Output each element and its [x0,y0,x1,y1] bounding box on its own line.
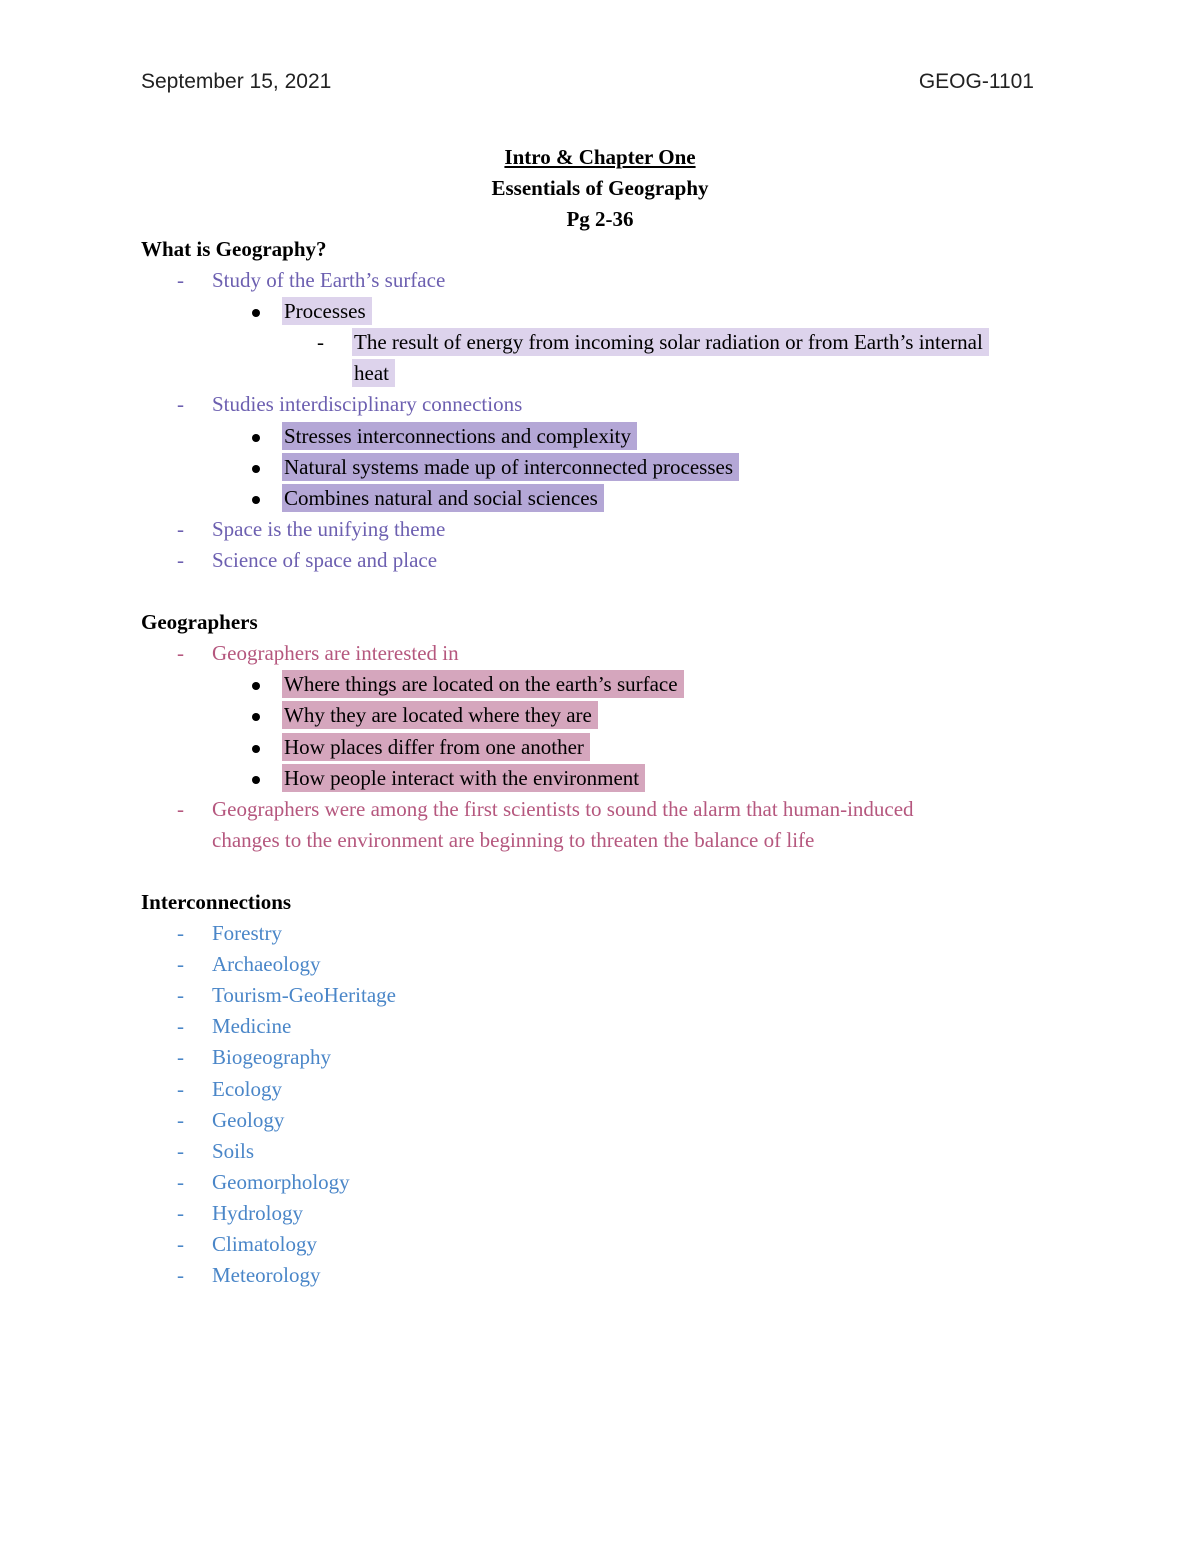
list-item [141,763,1101,794]
list-item [141,545,1101,576]
list-item [141,452,1101,483]
section-heading-what-is-geography: What is Geography? [141,237,327,261]
list-item [141,638,1101,669]
list-item-text: Forestry [212,921,282,946]
highlighted-text: Natural systems made up of interconnected processes [282,453,739,481]
list-item [141,1042,1101,1073]
list-item [141,421,1101,452]
section-heading-interconnections: Interconnections [141,889,292,914]
spacer [141,576,1101,607]
list-item-text: Climatology [212,1232,317,1256]
bullet-icon [252,776,260,784]
dash-marker: - [177,516,184,541]
list-item [141,1198,1101,1229]
list-item-text: Space is the unifying theme [212,516,446,541]
dash-marker: - [177,1076,184,1101]
list-item-text: Studies interdisciplinary connections [212,392,523,417]
list-item [141,483,1101,514]
bullet-icon [252,465,260,473]
dash-marker: - [177,1232,184,1256]
bullet-icon [252,713,260,721]
list-item-text: Archaeology [212,952,321,977]
highlighted-text: How people interact with the environment [282,764,645,792]
highlighted-text: Combines natural and social sciences [282,484,604,512]
list-item [141,1229,1101,1260]
list-item [141,514,1101,545]
dash-marker: - [177,1169,184,1194]
bullet-icon [252,682,260,690]
list-item-text: Soils [212,1138,255,1163]
list-item [141,296,1101,327]
list-item-continuation [141,825,1101,856]
dash-marker: - [177,268,184,293]
document-body [141,234,1101,1291]
list-item-text: Medicine [212,1014,292,1039]
list-item [141,949,1101,980]
highlighted-text: How places differ from one another [282,733,590,761]
list-item-text: Meteorology [212,1263,321,1288]
list-item [141,794,1101,825]
list-item [141,265,1101,296]
list-item [141,732,1101,763]
header-date: September 15, 2021 [141,70,332,93]
highlighted-text: heat [352,359,395,387]
highlighted-text: The result of energy from incoming solar radiation or from Earth’s internal [352,328,989,356]
dash-marker: - [177,1200,184,1225]
title-line-3: Pg 2-36 [566,207,634,231]
highlighted-text: Why they are located where they are [282,701,598,729]
list-item [141,669,1101,700]
list-item-text: Ecology [212,1076,282,1101]
dash-marker: - [177,392,184,417]
dash-marker: - [177,547,184,572]
list-item [141,980,1101,1011]
title-line-2: Essentials of Geography [491,176,709,200]
list-item [141,327,1101,358]
bullet-icon [252,745,260,753]
list-item [141,918,1101,949]
dash-marker: - [177,1014,184,1039]
highlighted-text: Stresses interconnections and complexity [282,422,637,450]
document-title [0,142,1200,235]
bullet-icon [252,309,260,317]
title-line-1: Intro & Chapter One [504,145,696,169]
header-course: GEOG-1101 [918,70,1034,93]
highlighted-text: Where things are located on the earth’s surface [282,670,684,698]
list-item-text: Hydrology [212,1200,303,1225]
list-item-text: Geographers are interested in [212,641,459,666]
dash-marker: - [177,921,184,946]
list-item-continuation [141,358,1101,389]
dash-marker: - [177,1045,184,1070]
list-item [141,1167,1101,1198]
section-heading-geographers: Geographers [141,610,258,635]
bullet-icon [252,434,260,442]
spacer [141,856,1101,887]
list-item-text: Study of the Earth’s surface [212,268,446,293]
list-item-text: Biogeography [212,1045,331,1070]
list-item [141,1260,1101,1291]
list-item-text: Geographers were among the first scientists to sound the alarm that human-induced [212,796,914,821]
list-item [141,1074,1101,1105]
dash-marker: - [177,1263,184,1288]
highlighted-text: Processes [282,297,372,325]
dash-marker: - [177,1138,184,1163]
list-item-text: changes to the environment are beginning to threaten the balance of life [212,827,815,852]
dash-marker: - [317,330,324,355]
bullet-icon [252,496,260,504]
dash-marker: - [177,796,184,821]
dash-marker: - [177,1107,184,1132]
list-item [141,700,1101,731]
list-item [141,1136,1101,1167]
list-item [141,1105,1101,1136]
dash-marker: - [177,952,184,977]
dash-marker: - [177,641,184,666]
list-item-text: Geology [212,1107,285,1132]
dash-marker: - [177,983,184,1008]
list-item [141,389,1101,420]
list-item [141,1011,1101,1042]
list-item-text: Geomorphology [212,1169,350,1194]
list-item-text: Science of space and place [212,547,438,572]
list-item-text: Tourism-GeoHeritage [212,983,396,1008]
